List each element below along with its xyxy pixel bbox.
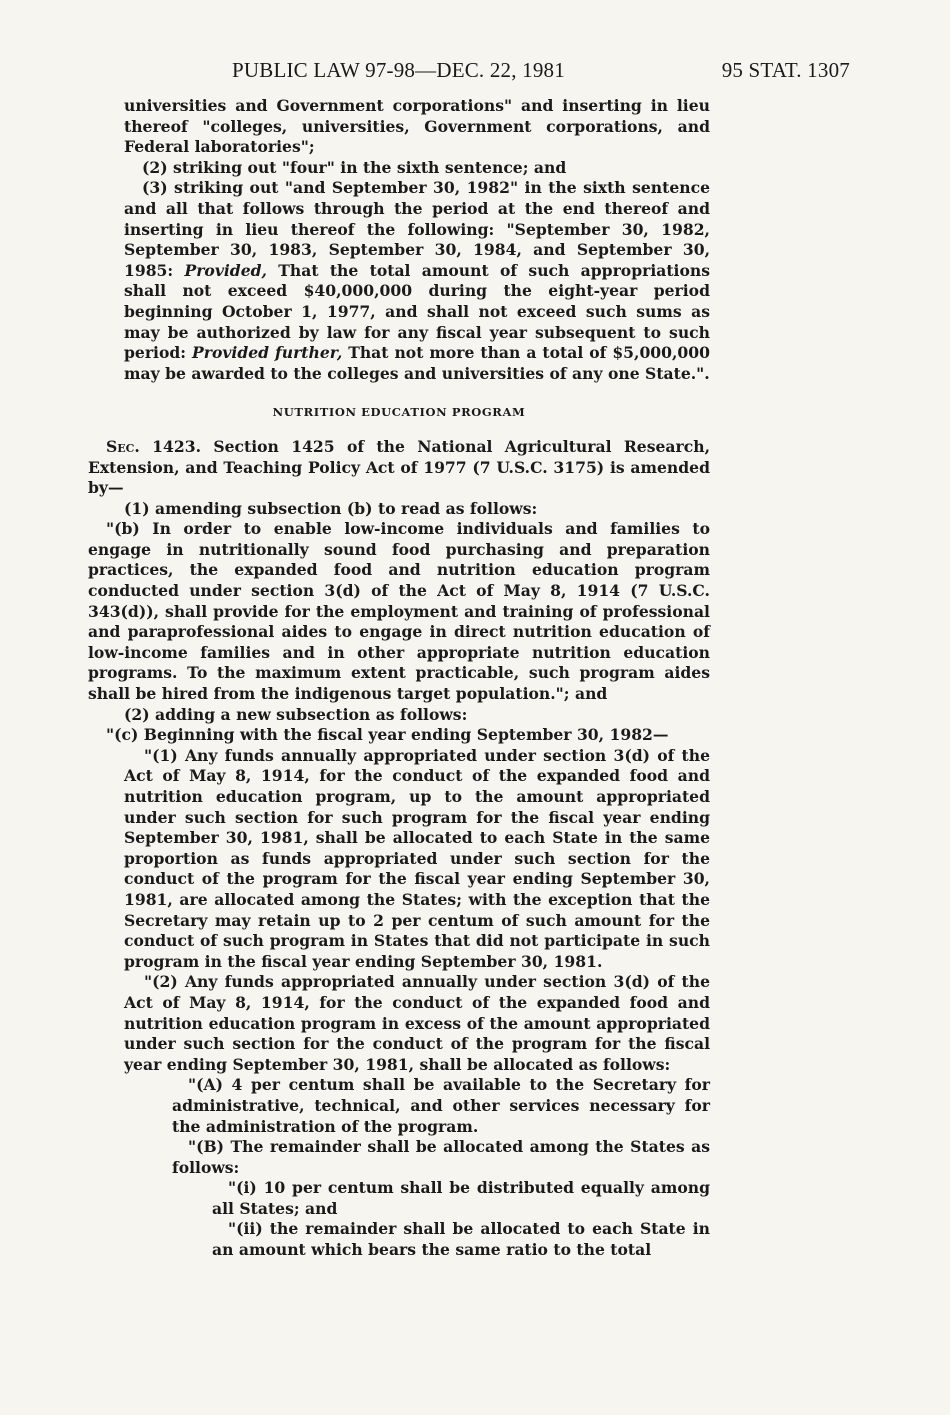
amendment-2: (2) adding a new subsection as follows: xyxy=(124,704,468,724)
paragraph-c2: "(2) Any funds appropriated annually under section 3(d) of the Act of May 8, 1914, for the conduct of the expanded food and nutrition education program in excess of the amount appropriated under such section for the conduct of the program for the fiscal year ending September 30, 1981, shall be allocated as follows: xyxy=(124,972,710,1074)
clause-3-text-a: (3) striking out "and September 30, 1982" in the sixth sentence and all that follows through the period at the end thereof and inserting in lieu thereof the following: "September 30, 1982, September 30, 1983, September 30, 1984, and September 30, 1985: xyxy=(124,178,710,280)
section-label: Sec. xyxy=(106,436,140,456)
section-text: 1423. Section 1425 of the National Agricultural Research, Extension, and Teaching Policy Act of 1977 (7 U.S.C. 3175) is amended by— xyxy=(88,436,710,498)
clause-2: (2) striking out "four" in the sixth sentence; and xyxy=(142,157,567,177)
statute-page-number: 95 STAT. 1307 xyxy=(721,58,850,82)
amendment-1: (1) amending subsection (b) to read as follows: xyxy=(124,498,538,518)
subparagraph-A: "(A) 4 per centum shall be available to the Secretary for administrative, technical, and other services necessary for the administration of the program. xyxy=(172,1075,710,1136)
subparagraphs xyxy=(88,1075,710,1178)
paragraph-continuation: universities and Government corporations" and inserting in lieu thereof "colleges, universities, Government corporations, and Federal laboratories"; xyxy=(124,96,710,157)
clauses xyxy=(88,1178,710,1260)
clause-i: "(i) 10 per centum shall be distributed equally among all States; and xyxy=(212,1178,710,1218)
clause-ii: "(ii) the remainder shall be allocated to each State in an amount which bears the same ratio to the total xyxy=(212,1219,710,1260)
subsection-c-body xyxy=(88,746,710,1076)
clause-3 xyxy=(88,178,710,384)
proviso-2: Provided further, xyxy=(192,343,343,363)
subsection-c: "(c) Beginning with the fiscal year ending September 30, 1982— xyxy=(106,725,669,745)
paragraph-c1: "(1) Any funds annually appropriated under section 3(d) of the Act of May 8, 1914, for the conduct of the expanded food and nutrition education program, up to the amount appropriated under such section for such program for the fiscal year ending September 30, 1981, shall be allocated to each State in the same proportion as funds appropriated under such section for the conduct of the program for the fiscal year ending September 30, 1981, are allocated among the States; with the exception that the Secretary may retain up to 2 per centum of such amount for the conduct of such program in States that did not participate in such program in the fiscal year ending September 30, 1981. xyxy=(124,745,710,971)
page-header xyxy=(232,58,850,86)
running-title: PUBLIC LAW 97-98—DEC. 22, 1981 xyxy=(232,58,565,82)
clause-3-text-c: That not more than a total of $5,000,000 may be awarded to the colleges and universities of any one State.". xyxy=(124,343,710,383)
subparagraph-B: "(B) The remainder shall be allocated among the States as follows: xyxy=(172,1137,710,1177)
document-body xyxy=(88,96,710,1261)
proviso-1: Provided, xyxy=(184,260,267,280)
section-1423 xyxy=(88,437,710,499)
subsection-b: "(b) In order to enable low-income individuals and families to engage in nutritionally sound food purchasing and preparation practices, the expanded food and nutrition education program conducted under section 3(d) of the Act of May 8, 1914 (7 U.S.C. 343(d)), shall provide for the employment and training of professional and paraprofessional aides to engage in direct nutrition education of low-income families and in other appropriate nutrition education programs. To the maximum extent practicable, such program aides shall be hired from the indigenous target population."; and xyxy=(88,519,710,704)
clause-3-text-b: That the total amount of such appropriations shall not exceed $40,000,000 during the eight-year period beginning October 1, 1977, and shall not exceed such sums as may be authorized by law for any fiscal year subsequent to such period: xyxy=(124,260,710,363)
section-heading: NUTRITION EDUCATION PROGRAM xyxy=(272,405,526,420)
